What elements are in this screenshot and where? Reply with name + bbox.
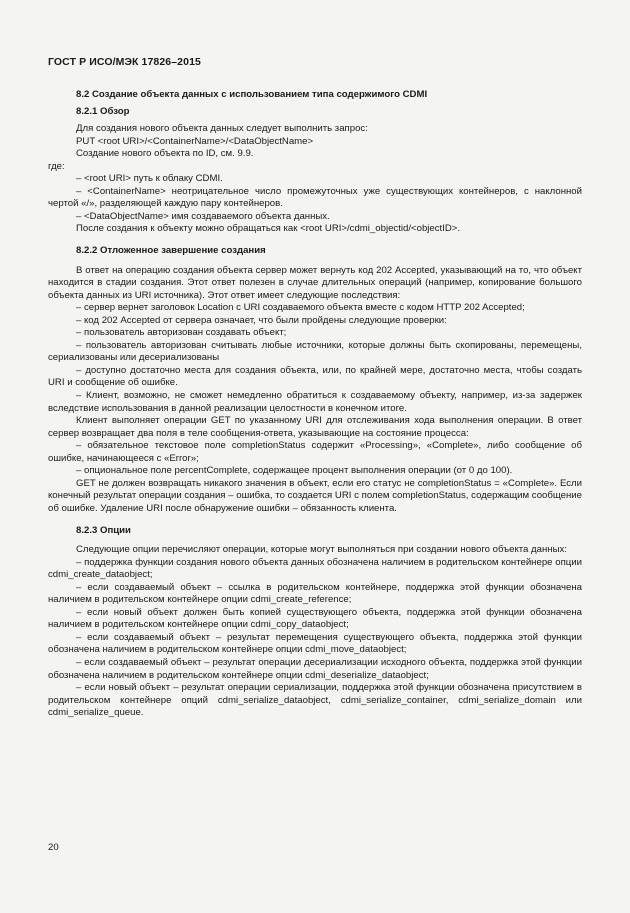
list-item: – поддержка функции создания нового объекта данных обозначена наличием в родительском контейнере опции cdmi_create_dataobject; bbox=[48, 556, 582, 581]
list-item: – <DataObjectName> имя создаваемого объекта данных. bbox=[76, 210, 330, 222]
list-item: – код 202 Accepted от сервера означает, что были пройдены следующие проверки: bbox=[76, 314, 447, 326]
where-label: где: bbox=[48, 160, 65, 172]
paragraph: Следующие опции перечисляют операции, которые могут выполняться при создании нового объекта данных: bbox=[76, 544, 567, 556]
list-item: – обязательное текстовое поле completionStatus содержит «Processing», «Complete», либо сообщение об ошибке, начинающееся с «Error»; bbox=[48, 440, 582, 464]
list-item: – <root URI> путь к облаку CDMI. bbox=[76, 173, 223, 185]
list-item: – доступно достаточно места для создания объекта, или, по крайней мере, достаточно места, чтобы создать URI и сообщение об ошибке. bbox=[48, 364, 582, 389]
list-item: – Клиент, возможно, не сможет немедленно обратиться к создаваемому объекту, например, из-за задержек вследствие использования в данной реализации целостности в конечном итоге. bbox=[48, 390, 582, 414]
list-item: – если новый объект должен быть копией существующего объекта, поддержка этой функции обозначена наличием в родительском контейнере опции cdmi_copy_dataobject; bbox=[48, 606, 582, 631]
list-item: – <ContainerName> неотрицательное число промежуточных уже существующих контейнеров, с наклонной чертой «/», разделяющей каждую пару контейнеров. bbox=[48, 185, 582, 210]
paragraph: Клиент выполняет операции GET по указанному URI для отслеживания хода выполнения операции. В ответ сервер возвращает два поля в теле сообщения-ответа, указывающие на состояние процесса: bbox=[48, 415, 582, 439]
list-item: – пользователь авторизован создавать объект; bbox=[76, 327, 287, 339]
paragraph: В ответ на операцию создания объекта сервер может вернуть код 202 Accepted, указывающий на то, что объект находится в стадии создания. Этот ответ полезен в случае длительных операций (например, копирование большого объекта данных из URI источника). Этот ответ имеет следующие последствия: bbox=[48, 264, 582, 301]
section-heading-8-2-2: 8.2.2 Отложенное завершение создания bbox=[76, 245, 266, 257]
page-number: 20 bbox=[48, 842, 59, 853]
list-item: – пользователь авторизован считывать любые источники, которые должны быть скопированы, перемещены, сериализованы или десериализованы bbox=[48, 339, 582, 364]
list-item: – если создаваемый объект – ссылка в родительском контейнере, поддержка этой функции обозначена наличием в родительском контейнере опции cdmi_create_reference; bbox=[48, 581, 582, 606]
section-heading-8-2-3: 8.2.3 Опции bbox=[76, 524, 131, 536]
list-item: – если новый объект – результат операции сериализации, поддержка этой функции обозначена присутствием в родительском контейнере опций cdmi_serialize_dataobject, cdmi_serialize_container, cdmi_serialize_domain или cdmi_serialize_queue. bbox=[48, 682, 582, 719]
section-heading-8-2: 8.2 Создание объекта данных с использованием типа содержимого CDMI bbox=[76, 89, 428, 100]
list-item: – опциональное поле percentComplete, содержащее процент выполнения операции (от 0 до 100). bbox=[76, 465, 513, 477]
paragraph: Для создания нового объекта данных следует выполнить запрос: bbox=[76, 123, 368, 135]
document-header: ГОСТ Р ИСО/МЭК 17826–2015 bbox=[48, 56, 201, 68]
document-body bbox=[48, 89, 582, 720]
paragraph: После создания к объекту можно обращаться как <root URI>/cdmi_objectid/<objectID>. bbox=[76, 223, 461, 235]
list-item: – сервер вернет заголовок Location с URI создаваемого объекта вместе с кодом HTTP 202 Accepted; bbox=[76, 302, 525, 314]
list-item: – если создаваемый объект – результат перемещения существующего объекта, поддержка этой функции обозначена наличием в родительском контейнере опции cdmi_move_dataobject; bbox=[48, 631, 582, 656]
list-item: – если создаваемый объект – результат операции десериализации исходного объекта, поддержка этой функции обозначена наличием в родительском контейнере опции cdmi_deserialize_dataobject; bbox=[48, 656, 582, 681]
paragraph: Создание нового объекта по ID, см. 9.9. bbox=[76, 148, 254, 160]
section-heading-8-2-1: 8.2.1 Обзор bbox=[76, 105, 130, 117]
paragraph: GET не должен возвращать никакого значения в объект, если его статус не completionStatus = «Complete». Если конечный результат операции создания – ошибка, то создается URI с полем completionStatus, содержащим сообщение об ошибке. Удаление URI после обнаружение ошибки – обязанность клиента. bbox=[48, 477, 582, 514]
request-line: PUT <root URI>/<ContainerName>/<DataObjectName> bbox=[76, 135, 314, 147]
